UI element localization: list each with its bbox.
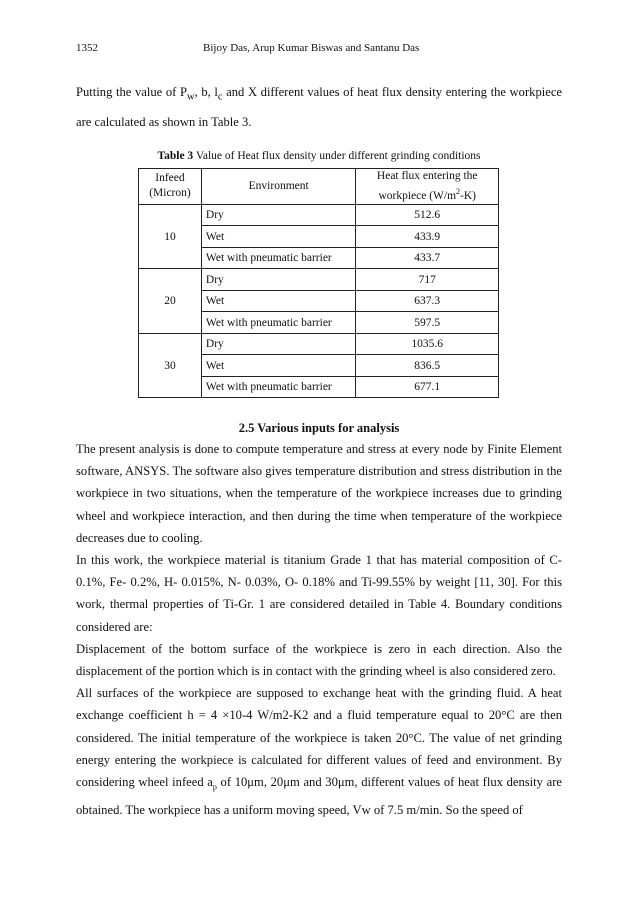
- heat-flux-cell: 717: [356, 269, 499, 291]
- paragraph-displacement: Displacement of the bottom surface of the workpiece is zero in each direction. Also the displacement of the portion which is in contact with the grinding wheel is also considered zero.: [76, 641, 562, 679]
- table-caption-label: Table 3: [157, 150, 194, 162]
- infeed-cell: 30: [139, 333, 202, 398]
- environment-cell: Wet: [201, 290, 356, 312]
- heat-flux-cell: 597.5: [356, 312, 499, 334]
- heat-flux-cell: 433.9: [356, 226, 499, 248]
- table-row: [139, 269, 499, 291]
- table-row: [139, 333, 499, 355]
- heat-flux-table: [138, 168, 499, 398]
- section-body: [76, 438, 562, 821]
- environment-cell: Wet with pneumatic barrier: [201, 312, 356, 334]
- heat-flux-cell: 677.1: [356, 376, 499, 398]
- header-infeed: Infeed (Micron): [139, 169, 202, 205]
- infeed-cell: 20: [139, 269, 202, 334]
- environment-cell: Wet with pneumatic barrier: [201, 376, 356, 398]
- heat-flux-cell: 836.5: [356, 355, 499, 377]
- page-header: [76, 42, 562, 58]
- heat-flux-cell: 1035.6: [356, 333, 499, 355]
- heat-flux-cell: 433.7: [356, 247, 499, 269]
- paragraph-material: In this work, the workpiece material is titanium Grade 1 that has material composition of C-0.1%, Fe- 0.2%, H- 0.015%, N- 0.03%, O- 0.18% and Ti-99.55% by weight [11, 30]. For this work, thermal properties of Ti-Gr. 1 are considered detailed in Table 4. Boundary conditions considered are:: [76, 553, 562, 634]
- heat-flux-cell: 637.3: [356, 290, 499, 312]
- environment-cell: Dry: [201, 204, 356, 226]
- infeed-cell: 10: [139, 204, 202, 269]
- header-heat-flux: Heat flux entering the workpiece $(W/m^2-K)$: [356, 169, 499, 205]
- page-number: 1352: [76, 42, 98, 54]
- environment-cell: Wet with pneumatic barrier: [201, 247, 356, 269]
- heat-flux-cell: 512.6: [356, 204, 499, 226]
- paragraph-analysis: The present analysis is done to compute temperature and stress at every node by Finite Element software, ANSYS. The software also gives temperature distribution and stress distribution in the workpiece in two situations, when the temperature of the workpiece increases due to grinding wheel and workpiece interaction, and then during the time when temperature of the workpiece decreases due to cooling.: [76, 442, 562, 545]
- intro-paragraph: Putting the value of $P_w$, b, $l_c$ and X different values of heat flux density entering the workpiece are calculated as shown in Table 3.: [76, 85, 563, 129]
- table-caption-text: Value of Heat flux density under different grinding conditions: [193, 150, 481, 162]
- section-heading: 2.5 Various inputs for analysis: [238, 421, 400, 435]
- table-row: [139, 204, 499, 226]
- environment-cell: Wet: [201, 226, 356, 248]
- table-caption: [0, 150, 638, 162]
- environment-cell: Wet: [201, 355, 356, 377]
- paragraph-heat-exchange: All surfaces of the workpiece are supposed to exchange heat with the grinding fluid. A heat exchange coefficient h = 4 ×10-4 W/m2-K2 and a fluid temperature equal to 20°C are then considered. The initial temperature of the workpiece is taken 20°C. The value of net grinding energy entering the workpiece is calculated for different values of feed and environment. By considering wheel infeed $a_p$ of 10μm, 20μm and 30μm, different values of heat flux density are obtained. The workpiece has a uniform moving speed, Vw of 7.5 m/min. So the speed of: [76, 686, 563, 817]
- table-header-row: [139, 169, 499, 205]
- environment-cell: Dry: [201, 333, 356, 355]
- environment-cell: Dry: [201, 269, 356, 291]
- header-environment: Environment: [201, 169, 356, 205]
- running-authors: Bijoy Das, Arup Kumar Biswas and Santanu Das: [203, 42, 420, 54]
